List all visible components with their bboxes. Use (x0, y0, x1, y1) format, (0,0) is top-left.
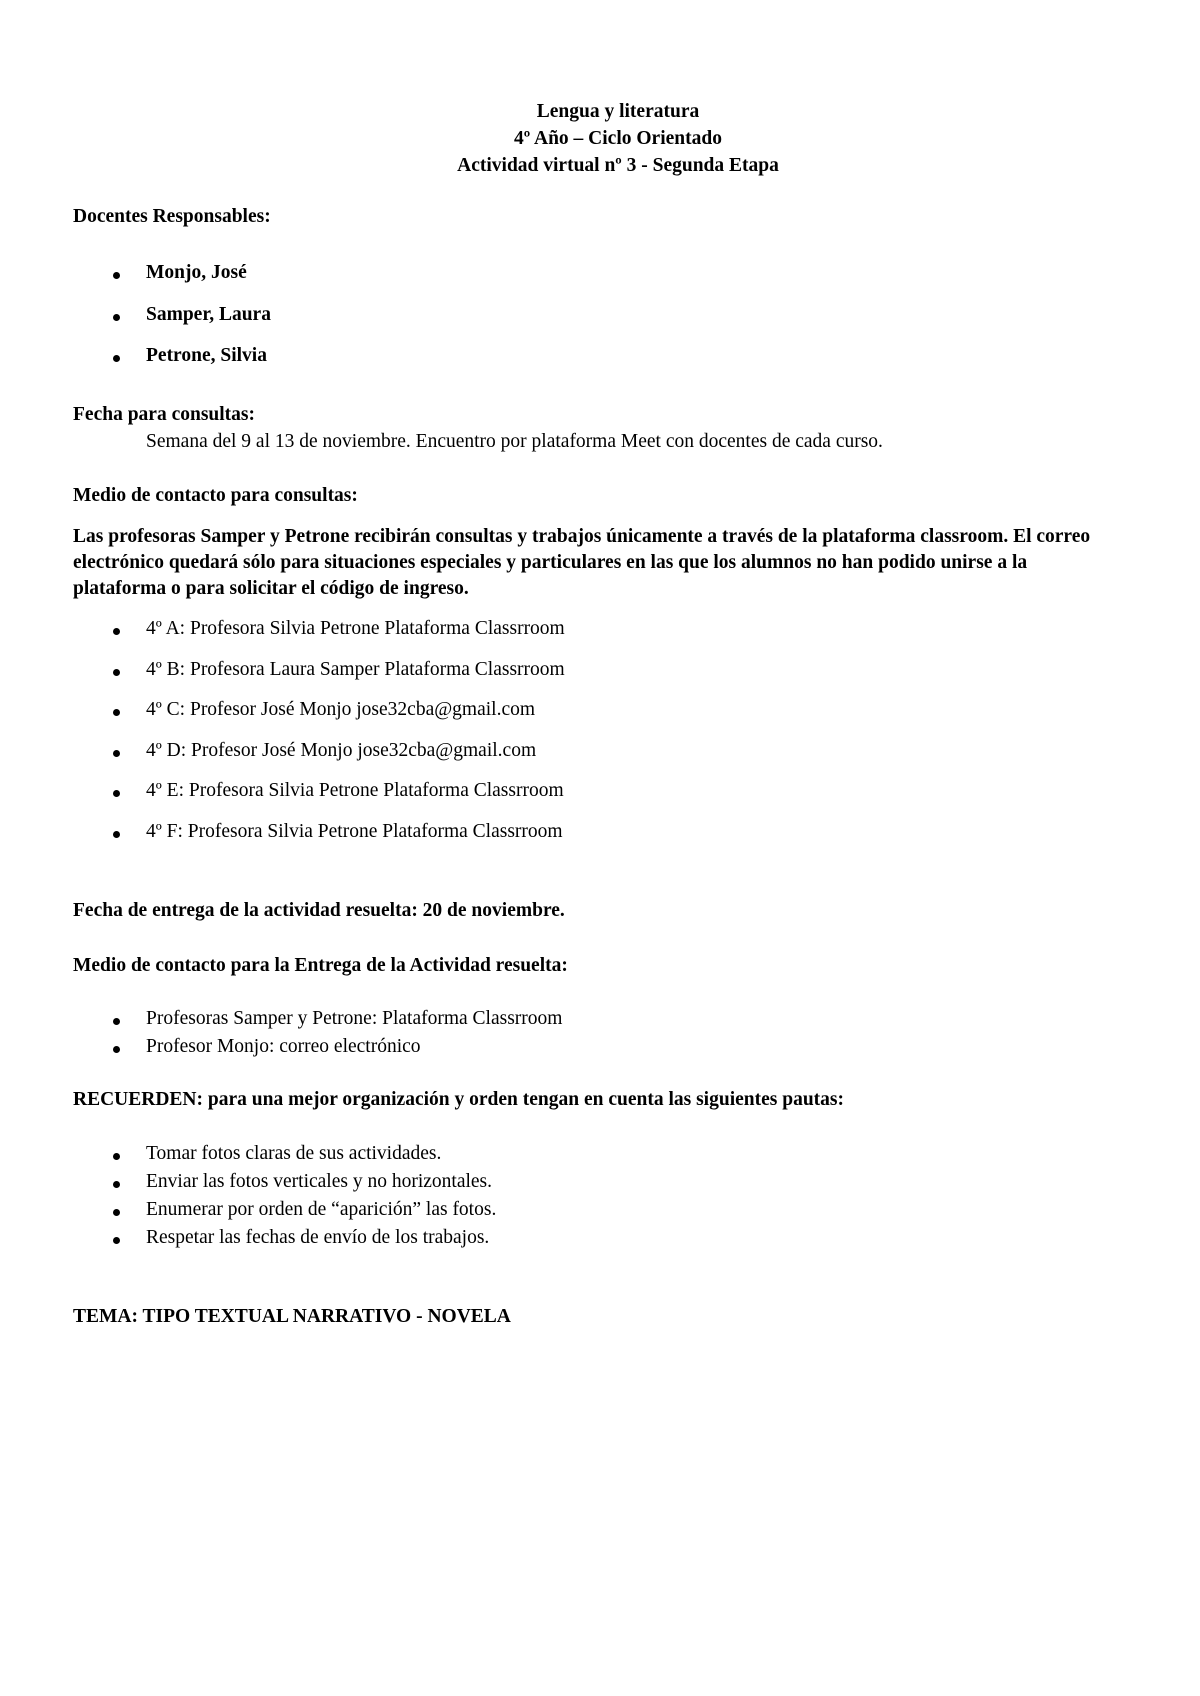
list-item: 4º F: Profesora Silvia Petrone Plataforma Classrroom (73, 820, 565, 861)
activity-title: Actividad virtual nº 3 - Segunda Etapa (457, 155, 779, 176)
entrega-list (73, 1007, 562, 1063)
entrega-heading: Medio de contacto para la Entrega de la Actividad resuelta: (73, 955, 568, 976)
list-item: Tomar fotos claras de sus actividades. (73, 1142, 496, 1170)
cursos-list (73, 617, 565, 860)
list-item: Enviar las fotos verticales y no horizontales. (73, 1170, 496, 1198)
list-item: Profesoras Samper y Petrone: Plataforma Classrroom (73, 1007, 562, 1035)
recuerden-heading: RECUERDEN: para una mejor organización y orden tengan en cuenta las siguientes pautas: (73, 1089, 844, 1110)
fecha-entrega: Fecha de entrega de la actividad resuelta: 20 de noviembre. (73, 900, 565, 921)
document-title (0, 98, 1200, 179)
pautas-list (73, 1142, 496, 1254)
list-item: 4º A: Profesora Silvia Petrone Plataforma Classrroom (73, 617, 565, 658)
list-item: Enumerar por orden de “aparición” las fotos. (73, 1198, 496, 1226)
list-item: Samper, Laura (73, 303, 271, 345)
subject-title: Lengua y literatura (536, 101, 700, 122)
list-item: Monjo, José (73, 261, 271, 303)
list-item: 4º B: Profesora Laura Samper Plataforma Classrroom (73, 658, 565, 699)
fecha-consultas-heading: Fecha para consultas: (73, 404, 255, 425)
contacto-heading: Medio de contacto para consultas: (73, 485, 358, 506)
tema-heading: TEMA: TIPO TEXTUAL NARRATIVO - NOVELA (73, 1306, 511, 1327)
list-item: Petrone, Silvia (73, 344, 271, 386)
course-title: 4º Año – Ciclo Orientado (514, 128, 722, 149)
list-item: 4º D: Profesor José Monjo jose32cba@gmail.com (73, 739, 565, 780)
list-item: Respetar las fechas de envío de los trabajos. (73, 1226, 496, 1254)
list-item: 4º C: Profesor José Monjo jose32cba@gmail.com (73, 698, 565, 739)
fecha-consultas-text: Semana del 9 al 13 de noviembre. Encuentro por plataforma Meet con docentes de cada curso. (146, 431, 883, 452)
list-item: 4º E: Profesora Silvia Petrone Plataforma Classrroom (73, 779, 565, 820)
list-item: Profesor Monjo: correo electrónico (73, 1035, 562, 1063)
docentes-list (73, 261, 271, 386)
docentes-heading: Docentes Responsables: (73, 206, 271, 227)
contacto-paragraph: Las profesoras Samper y Petrone recibirán consultas y trabajos únicamente a través de la plataforma classroom. El correo electrónico quedará sólo para situaciones especiales y particulares en las que los alumnos no han podido unirse a la plataforma o para solicitar el código de ingreso. (73, 526, 1091, 599)
